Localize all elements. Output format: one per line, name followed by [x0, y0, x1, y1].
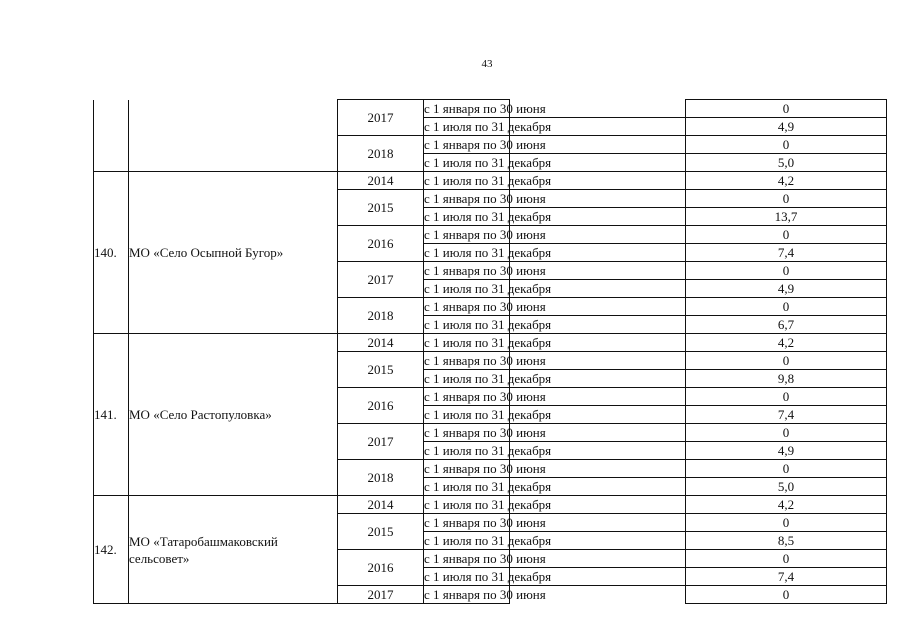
- table-row: [94, 334, 887, 352]
- year-cell: 2016: [338, 550, 424, 586]
- value-cell: 0: [686, 424, 887, 442]
- value-cell: 0: [686, 262, 887, 280]
- year-cell: 2018: [338, 460, 424, 496]
- value-cell: 0: [686, 388, 887, 406]
- period-cell: с 1 июля по 31 декабря: [424, 245, 552, 260]
- row-number: [94, 100, 129, 172]
- period-cell: с 1 января по 30 июня: [424, 515, 546, 530]
- period-cell: с 1 января по 30 июня: [424, 587, 546, 602]
- period-cell: с 1 июля по 31 декабря: [424, 497, 552, 512]
- period-cell: с 1 июля по 31 декабря: [424, 479, 552, 494]
- period-cell: с 1 июля по 31 декабря: [424, 317, 552, 332]
- value-cell: 0: [686, 298, 887, 316]
- municipality-name: [129, 100, 338, 172]
- year-cell: 2015: [338, 352, 424, 388]
- value-cell: 4,9: [686, 442, 887, 460]
- page-number: 43: [481, 58, 493, 70]
- value-cell: 7,4: [686, 568, 887, 586]
- value-cell: 7,4: [686, 406, 887, 424]
- period-cell: с 1 января по 30 июня: [424, 461, 546, 476]
- row-number: 141.: [94, 334, 129, 496]
- value-cell: 0: [686, 226, 887, 244]
- period-cell: с 1 января по 30 июня: [424, 101, 546, 116]
- period-cell: с 1 января по 30 июня: [424, 227, 546, 242]
- table-row: [94, 172, 887, 190]
- year-cell: 2018: [338, 136, 424, 172]
- municipality-name: МО «Село Растопуловка»: [129, 334, 338, 496]
- value-cell: 4,2: [686, 172, 887, 190]
- year-cell: 2014: [338, 496, 424, 514]
- period-cell: с 1 января по 30 июня: [424, 263, 546, 278]
- value-cell: 0: [686, 514, 887, 532]
- value-cell: 6,7: [686, 316, 887, 334]
- year-cell: 2014: [338, 172, 424, 190]
- value-cell: 8,5: [686, 532, 887, 550]
- value-cell: 4,9: [686, 118, 887, 136]
- value-cell: 13,7: [686, 208, 887, 226]
- period-cell: с 1 января по 30 июня: [424, 137, 546, 152]
- period-cell: с 1 июля по 31 декабря: [424, 335, 552, 350]
- value-cell: 4,9: [686, 280, 887, 298]
- year-cell: 2016: [338, 226, 424, 262]
- municipality-name: МО «Татаробашмаковский сельсовет»: [129, 496, 338, 604]
- value-cell: 0: [686, 136, 887, 154]
- period-cell: с 1 января по 30 июня: [424, 191, 546, 206]
- period-cell: с 1 июля по 31 декабря: [424, 173, 552, 188]
- value-cell: 4,2: [686, 334, 887, 352]
- year-cell: 2017: [338, 424, 424, 460]
- period-cell: с 1 июля по 31 декабря: [424, 119, 552, 134]
- municipality-name: МО «Село Осыпной Бугор»: [129, 172, 338, 334]
- period-cell: с 1 июля по 31 декабря: [424, 209, 552, 224]
- year-cell: 2018: [338, 298, 424, 334]
- table-row: [94, 100, 887, 118]
- value-cell: 7,4: [686, 244, 887, 262]
- period-cell: с 1 июля по 31 декабря: [424, 281, 552, 296]
- period-cell: с 1 июля по 31 декабря: [424, 569, 552, 584]
- period-cell: с 1 января по 30 июня: [424, 551, 546, 566]
- row-number: 142.: [94, 496, 129, 604]
- period-cell: с 1 июля по 31 декабря: [424, 371, 552, 386]
- value-cell: 0: [686, 190, 887, 208]
- row-number: 140.: [94, 172, 129, 334]
- period-cell: с 1 июля по 31 декабря: [424, 407, 552, 422]
- period-cell: с 1 января по 30 июня: [424, 353, 546, 368]
- value-cell: 0: [686, 460, 887, 478]
- table-row: [94, 496, 887, 514]
- period-cell: с 1 января по 30 июня: [424, 425, 546, 440]
- year-cell: 2015: [338, 514, 424, 550]
- period-cell: с 1 июля по 31 декабря: [424, 155, 552, 170]
- tariff-table: [93, 99, 887, 604]
- year-cell: 2017: [338, 586, 424, 604]
- period-cell: с 1 января по 30 июня: [424, 299, 546, 314]
- value-cell: 5,0: [686, 478, 887, 496]
- period-cell: с 1 января по 30 июня: [424, 389, 546, 404]
- value-cell: 0: [686, 550, 887, 568]
- value-cell: 4,2: [686, 496, 887, 514]
- value-cell: 0: [686, 100, 887, 118]
- value-cell: 0: [686, 352, 887, 370]
- value-cell: 9,8: [686, 370, 887, 388]
- year-cell: 2017: [338, 100, 424, 136]
- year-cell: 2014: [338, 334, 424, 352]
- value-cell: 5,0: [686, 154, 887, 172]
- year-cell: 2017: [338, 262, 424, 298]
- year-cell: 2016: [338, 388, 424, 424]
- year-cell: 2015: [338, 190, 424, 226]
- value-cell: 0: [686, 586, 887, 604]
- period-cell: с 1 июля по 31 декабря: [424, 533, 552, 548]
- period-cell: с 1 июля по 31 декабря: [424, 443, 552, 458]
